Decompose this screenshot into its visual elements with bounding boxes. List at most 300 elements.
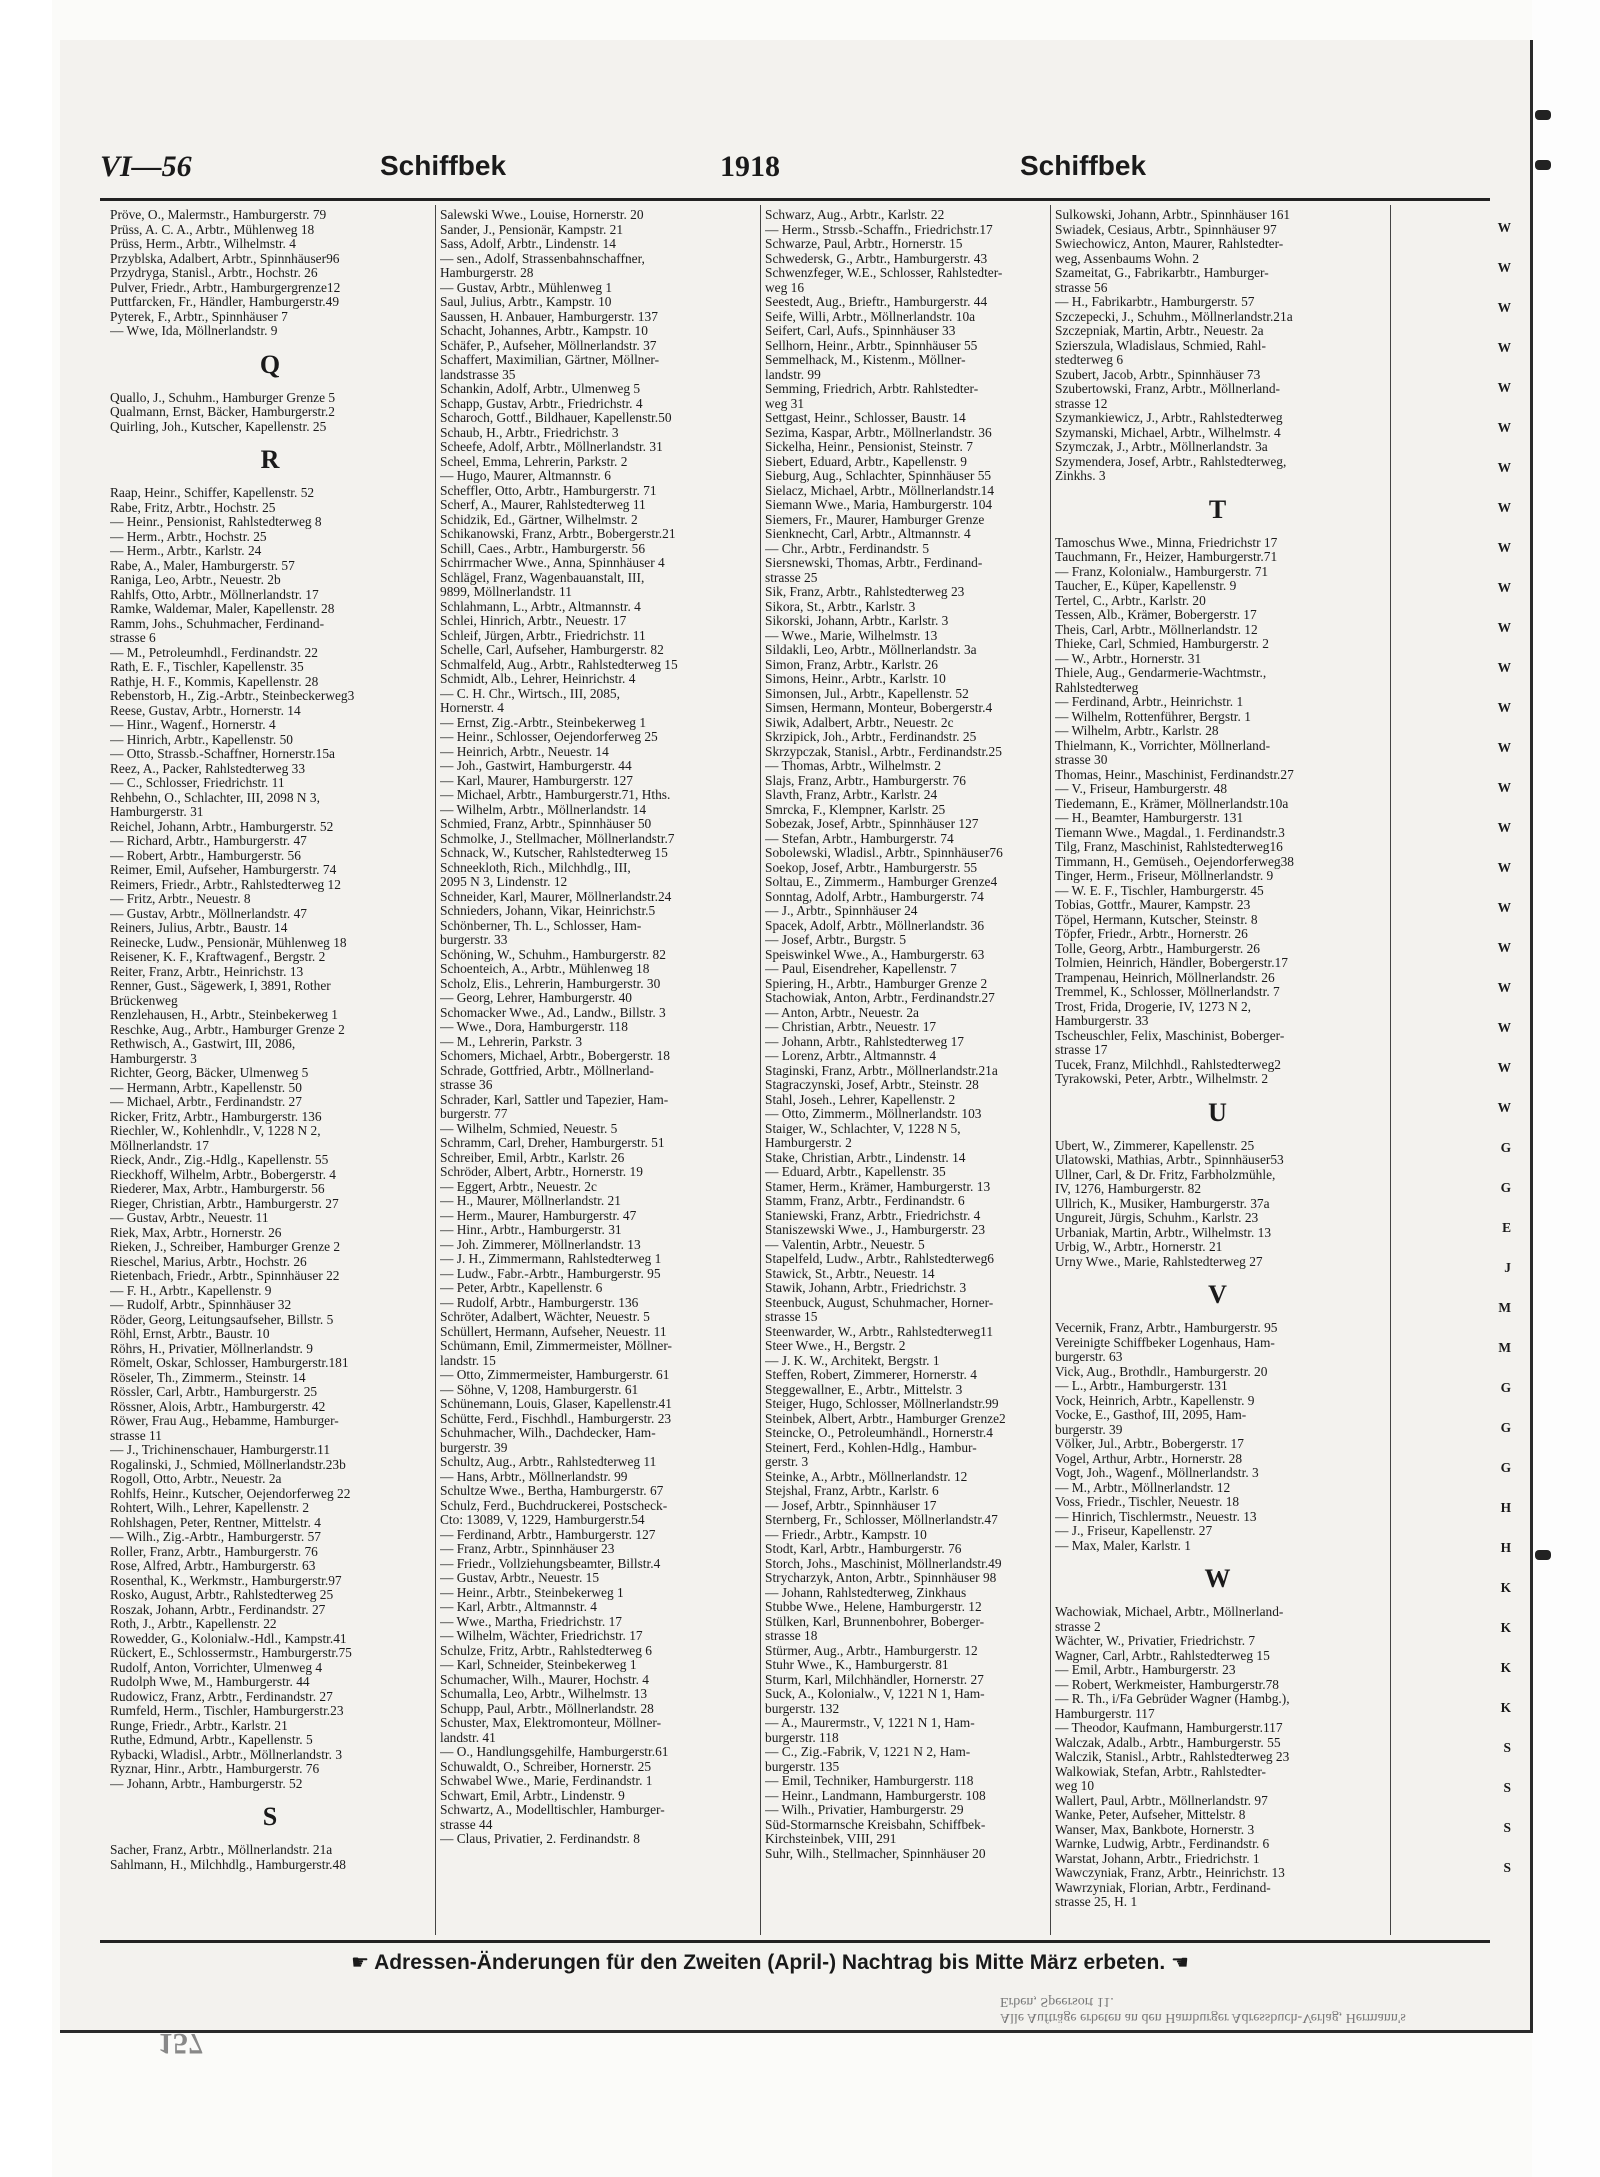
directory-entry: Wallert, Paul, Arbtr., Möllnerlandstr. 97 [1055, 1793, 1268, 1808]
directory-entry: Stamm, Franz, Arbtr., Ferdinandstr. 6 [765, 1194, 965, 1208]
directory-entry: Steer Wwe., H., Bergstr. 2 [765, 1339, 906, 1353]
directory-entry: Hamburgerstr. 3 [110, 1051, 197, 1066]
directory-entry: — J., Friseur, Kapellenstr. 27 [1055, 1524, 1213, 1538]
directory-entry: Quirling, Joh., Kutscher, Kapellenstr. 25 [110, 419, 327, 434]
directory-entry: Schlahmann, L., Arbtr., Altmannstr. 4 [440, 599, 641, 614]
directory-entry: Süd-Stormarnsche Kreisbahn, Schiffbek- [765, 1817, 986, 1832]
directory-entry: strasse 6 [110, 631, 156, 645]
directory-entry: — Wwe, Ida, Möllnerlandstr. 9 [110, 324, 278, 338]
directory-entry: Tauchmann, Fr., Heizer, Hamburgerstr.71 [1055, 550, 1278, 564]
directory-entry: — C. H. Chr., Wirtsch., III, 2085, [440, 686, 620, 701]
directory-entry: — Wilh., Zig.-Arbtr., Hamburgerstr. 57 [110, 1530, 321, 1544]
directory-entry: — R. Th., i/Fa Gebrüder Wagner (Hambg.), [1055, 1692, 1290, 1706]
directory-entry: Cto: 13089, V, 1229, Hamburgerstr.54 [440, 1513, 645, 1527]
directory-entry: Rahlfs, Otto, Arbtr., Möllnerlandstr. 17 [110, 587, 319, 602]
directory-entry: Staiger, W., Schlachter, V, 1228 N 5, [765, 1121, 961, 1136]
directory-entry: Hamburgerstr. 31 [110, 805, 204, 819]
directory-entry: — Ferdinand, Arbtr., Heinrichstr. 1 [1055, 695, 1244, 709]
directory-entry: Reisener, K. F., Kraftwagenf., Bergstr. 2 [110, 950, 326, 964]
footer-rule [100, 1940, 1490, 1943]
directory-entry: Rahlstedterweg [1055, 680, 1139, 695]
directory-entry: Rybacki, Wladisl., Arbtr., Möllnerlandstr. 3 [110, 1747, 343, 1762]
directory-entry: — Herm., Arbtr., Karlstr. 24 [110, 544, 262, 558]
directory-entry: Hamburgerstr. 28 [440, 266, 534, 280]
directory-entry: Stake, Christian, Arbtr., Lindenstr. 14 [765, 1150, 966, 1165]
directory-entry: Schirrmacher Wwe., Anna, Spinnhäuser 4 [440, 556, 665, 570]
directory-entry: Schaub, H., Arbtr., Friedrichstr. 3 [440, 425, 619, 440]
directory-entry: Schwenzfeger, W.E., Schlosser, Rahlstedter- [765, 266, 1003, 280]
directory-entry: Vecernik, Franz, Arbtr., Hamburgerstr. 95 [1055, 1321, 1278, 1335]
directory-entry: Vereinigte Schiffbeker Logenhaus, Ham- [1055, 1335, 1275, 1350]
directory-entry: — Wilhelm, Wächter, Friedrichstr. 17 [440, 1629, 643, 1643]
directory-entry: Schumacher, Wilh., Maurer, Hochstr. 4 [440, 1672, 649, 1687]
edge-letter: E [1502, 1220, 1511, 1235]
directory-entry: — Josef, Arbtr., Burgstr. 5 [765, 933, 907, 947]
directory-entry: landstrasse 35 [440, 367, 516, 382]
directory-entry: Ubert, W., Zimmerer, Kapellenstr. 25 [1055, 1138, 1255, 1153]
directory-entry: strasse 44 [440, 1817, 493, 1832]
directory-entry: — Johann, Arbtr., Rahlstedterweg 17 [765, 1034, 964, 1049]
directory-entry: strasse 25, H. 1 [1055, 1895, 1138, 1909]
directory-entry: — H., Maurer, Möllnerlandstr. 21 [440, 1194, 621, 1208]
directory-entry: Möllnerlandstr. 17 [110, 1138, 209, 1153]
directory-entry: Szymendera, Josef, Arbtr., Rahlstedterweg, [1055, 454, 1287, 469]
directory-entry: Tscheuschler, Felix, Maschinist, Boberger- [1055, 1028, 1285, 1043]
directory-entry: Szubertowski, Franz, Arbtr., Möllnerland- [1055, 382, 1280, 396]
edge-letter: M [1498, 1300, 1511, 1315]
directory-entry: Sobezak, Josef, Arbtr., Spinnhäuser 127 [765, 817, 979, 831]
edge-letter: K [1500, 1620, 1511, 1635]
directory-entry: Sacher, Franz, Arbtr., Möllnerlandstr. 21a [110, 1843, 333, 1857]
directory-entry: Walczak, Adalb., Arbtr., Hamburgerstr. 55 [1055, 1735, 1281, 1750]
scan-margin-right [1532, 0, 1600, 2177]
directory-entry: — Rudolf, Arbtr., Spinnhäuser 32 [110, 1298, 292, 1312]
directory-entry: Tolle, Georg, Arbtr., Hamburgerstr. 26 [1055, 941, 1260, 956]
directory-entry: Steffen, Robert, Zimmerer, Hornerstr. 4 [765, 1368, 977, 1382]
directory-entry: — Karl, Schneider, Steinbekerweg 1 [440, 1658, 637, 1672]
directory-entry: 9899, Möllnerlandstr. 11 [440, 585, 572, 599]
directory-entry: Tyrakowski, Peter, Arbtr., Wilhelmstr. 2 [1055, 1072, 1269, 1086]
directory-entry: — Robert, Werkmeister, Hamburgerstr.78 [1055, 1677, 1279, 1692]
directory-entry: Schupp, Paul, Arbtr., Möllnerlandstr. 28 [440, 1701, 654, 1716]
directory-entry: Schröder, Albert, Arbtr., Hornerstr. 19 [440, 1165, 643, 1179]
directory-entry: — H., Beamter, Hamburgerstr. 131 [1055, 811, 1244, 825]
directory-entry: Spiering, H., Arbtr., Hamburger Grenze 2 [765, 976, 988, 991]
directory-entry: Sickelha, Heinr., Pensionist, Steinstr. 7 [765, 440, 973, 454]
directory-entry: Settgast, Heinr., Schlosser, Baustr. 14 [765, 411, 966, 425]
directory-entry: — M., Petroleumhdl., Ferdinandstr. 22 [110, 645, 318, 660]
directory-entry: Schnack, W., Kutscher, Rahlstedterweg 15 [440, 846, 668, 860]
directory-entry: Rath, E. F., Tischler, Kapellenstr. 35 [110, 660, 304, 674]
edge-letter: W [1497, 620, 1511, 635]
directory-entry: Semmelhack, M., Kistenm., Möllner- [765, 353, 966, 367]
directory-entry: Schrader, Karl, Sattler und Tapezier, Ham- [440, 1092, 669, 1107]
directory-entry: Hamburgerstr. 33 [1055, 1014, 1149, 1028]
directory-entry: — Claus, Privatier, 2. Ferdinandstr. 8 [440, 1832, 640, 1846]
directory-entry: Rosenthal, K., Werkmstr., Hamburgerstr.97 [110, 1573, 342, 1588]
directory-entry: — Herm., Arbtr., Hochstr. 25 [110, 529, 267, 544]
directory-entry: Rieck, Andr., Zig.-Hdlg., Kapellenstr. 55 [110, 1153, 329, 1167]
directory-entry: Schultze Wwe., Bertha, Hamburgerstr. 67 [440, 1484, 664, 1498]
directory-entry: Hamburgerstr. 2 [765, 1136, 852, 1150]
directory-entry: Richter, Georg, Bäcker, Ulmenweg 5 [110, 1066, 309, 1080]
directory-entry: Schnieders, Johann, Vikar, Heinrichstr.5 [440, 904, 656, 918]
directory-entry: Simonsen, Jul., Arbtr., Kapellenstr. 52 [765, 686, 969, 701]
directory-entry: Schelle, Carl, Aufseher, Hamburgerstr. 82 [440, 643, 664, 657]
directory-entry: — Karl, Arbtr., Altmannstr. 4 [440, 1600, 597, 1614]
directory-entry: landstr. 99 [765, 367, 821, 382]
directory-entry: Schomers, Michael, Arbtr., Bobergerstr. 18 [440, 1049, 670, 1063]
directory-entry: Rabe, A., Maler, Hamburgerstr. 57 [110, 558, 295, 573]
directory-entry: Sander, J., Pensionär, Kampstr. 21 [440, 222, 624, 237]
directory-entry: — Herm., Strssb.-Schaffn., Friedrichstr.17 [765, 222, 993, 237]
directory-entry: Staginski, Franz, Arbtr., Möllnerlandstr.21a [765, 1063, 998, 1078]
directory-entry: Szczepniak, Martin, Arbtr., Neuestr. 2a [1055, 324, 1264, 338]
directory-entry: — Heinr., Arbtr., Steinbekerweg 1 [440, 1585, 624, 1600]
header-rule [100, 198, 1490, 201]
directory-entry: — Hinr., Arbtr., Hamburgerstr. 31 [440, 1223, 622, 1237]
directory-column-3 [765, 208, 1085, 1933]
directory-entry: Rudolf, Anton, Vorrichter, Ulmenweg 4 [110, 1660, 323, 1675]
directory-entry: Schönberner, Th. L., Schlosser, Ham- [440, 918, 642, 933]
edge-letter: W [1497, 220, 1511, 235]
directory-entry: Scheffler, Otto, Arbtr., Hamburgerstr. 71 [440, 483, 657, 498]
directory-entry: Saul, Julius, Arbtr., Kampstr. 10 [440, 295, 612, 309]
directory-entry: Thiele, Aug., Gendarmerie-Wachtmstr., [1055, 666, 1267, 680]
directory-entry: strasse 25 [765, 570, 818, 585]
directory-entry: Simsen, Hermann, Monteur, Bobergerstr.4 [765, 701, 993, 715]
binding-hole [1535, 160, 1551, 170]
directory-entry: Taucher, E., Küper, Kapellenstr. 9 [1055, 579, 1237, 593]
directory-entry: Schuhmacher, Wilh., Dachdecker, Ham- [440, 1426, 656, 1440]
directory-entry: — M., Arbtr., Möllnerlandstr. 12 [1055, 1480, 1231, 1495]
edge-letter: W [1497, 860, 1511, 875]
directory-entry: Ulatowski, Mathias, Arbtr., Spinnhäuser53 [1055, 1153, 1284, 1167]
directory-entry: Thieke, Carl, Schmied, Hamburgerstr. 2 [1055, 637, 1269, 651]
directory-entry: Stülken, Karl, Brunnenbohrer, Boberger- [765, 1614, 985, 1629]
bleed-through-page-number: 157 [158, 2027, 203, 2060]
directory-entry: Schwedersk, G., Arbtr., Hamburgerstr. 43 [765, 251, 988, 266]
directory-entry: Rosko, August, Arbtr., Rahlstedterweg 25 [110, 1588, 334, 1602]
directory-entry: Tilg, Franz, Maschinist, Rahlstedterweg16 [1055, 840, 1283, 854]
directory-entry: Warnke, Ludwig, Arbtr., Ferdinandstr. 6 [1055, 1837, 1270, 1851]
directory-entry: Sikorski, Johann, Arbtr., Karlstr. 3 [765, 614, 949, 628]
edge-letter: W [1497, 340, 1511, 355]
directory-entry: Schoenteich, A., Arbtr., Mühlenweg 18 [440, 962, 650, 976]
directory-entry: Schulz, Ferd., Buchdruckerei, Postscheck- [440, 1498, 668, 1513]
directory-entry: Sikora, St., Arbtr., Karlstr. 3 [765, 599, 916, 614]
directory-entry: Scheel, Emma, Lehrerin, Parkstr. 2 [440, 454, 628, 469]
footer-text: Adressen-Änderungen für den Zweiten (April-) Nachtrag bis Mitte März erbeten. [374, 1951, 1166, 1974]
directory-entry: Vogel, Arthur, Arbtr., Hornerstr. 28 [1055, 1451, 1243, 1466]
directory-entry: stedterweg 6 [1055, 353, 1124, 367]
directory-entry: — Michael, Arbtr., Ferdinandstr. 27 [110, 1095, 302, 1109]
directory-entry: Urbig, W., Arbtr., Hornerstr. 21 [1055, 1240, 1223, 1254]
place-name-left: Schiffbek [380, 150, 507, 181]
directory-entry: Schikanowski, Franz, Arbtr., Bobergerstr.21 [440, 527, 676, 541]
directory-entry: Stamer, Herm., Krämer, Hamburgerstr. 13 [765, 1179, 991, 1194]
directory-entry: Speiswinkel Wwe., A., Hamburgerstr. 63 [765, 947, 985, 962]
edge-letter: W [1497, 700, 1511, 715]
directory-entry: Pulver, Friedr., Arbtr., Hamburgergrenze12 [110, 280, 341, 295]
directory-entry: — Wilhelm, Arbtr., Möllnerlandstr. 14 [440, 802, 647, 817]
directory-entry: — Hermann, Arbtr., Kapellenstr. 50 [110, 1080, 302, 1095]
directory-entry: — Herm., Maurer, Hamburgerstr. 47 [440, 1208, 637, 1223]
directory-entry: — F. H., Arbtr., Kapellenstr. 9 [110, 1283, 272, 1298]
directory-entry: Röder, Georg, Leitungsaufseher, Billstr. 5 [110, 1312, 334, 1327]
directory-entry: Schmidt, Alb., Lehrer, Heinrichstr. 4 [440, 672, 636, 686]
directory-entry: — Ernst, Zig.-Arbtr., Steinbekerweg 1 [440, 715, 647, 730]
directory-entry: Stürmer, Aug., Arbtr., Hamburgerstr. 12 [765, 1643, 978, 1658]
directory-entry: — Franz, Arbtr., Spinnhäuser 23 [440, 1542, 615, 1556]
directory-entry: Völker, Jul., Arbtr., Bobergerstr. 17 [1055, 1437, 1244, 1451]
directory-entry: Schapp, Gustav, Arbtr., Friedrichstr. 4 [440, 396, 643, 411]
directory-column-4 [1055, 208, 1380, 1933]
column-divider [760, 205, 761, 1935]
edge-letter: W [1497, 1020, 1511, 1035]
directory-entry: Schmolke, J., Stellmacher, Möllnerlandstr.7 [440, 831, 675, 846]
directory-entry: Rössler, Carl, Arbtr., Hamburgerstr. 25 [110, 1385, 318, 1399]
directory-entry: — Karl, Maurer, Hamburgerstr. 127 [440, 773, 633, 788]
directory-entry: Sahlmann, H., Milchhdlg., Hamburgerstr.48 [110, 1857, 346, 1872]
directory-entry: Rohlfs, Heinr., Kutscher, Oejendorferweg 22 [110, 1486, 351, 1501]
directory-entry: — Ferdinand, Arbtr., Hamburgerstr. 127 [440, 1527, 656, 1542]
directory-entry: Hornerstr. 4 [440, 701, 504, 715]
directory-entry: Schill, Caes., Arbtr., Hamburgerstr. 56 [440, 541, 646, 556]
directory-entry: — Christian, Arbtr., Neuestr. 17 [765, 1020, 937, 1034]
directory-entry: — Wwe., Marie, Wilhelmstr. 13 [765, 628, 938, 643]
directory-entry: Wawrzyniak, Florian, Arbtr., Ferdinand- [1055, 1880, 1271, 1895]
edge-letter: K [1500, 1580, 1511, 1595]
edge-letter: W [1497, 300, 1511, 315]
directory-entry: burgerstr. 39 [1055, 1422, 1123, 1437]
directory-entry: — Georg, Lehrer, Hamburgerstr. 40 [440, 991, 632, 1005]
directory-entry: Rose, Alfred, Arbtr., Hamburgerstr. 63 [110, 1559, 316, 1573]
directory-entry: Reschke, Aug., Arbtr., Hamburger Grenze 2 [110, 1022, 345, 1037]
directory-entry: — Johann, Rahlstedterweg, Zinkhaus [765, 1585, 967, 1600]
directory-entry: Steinke, A., Arbtr., Möllnerlandstr. 12 [765, 1469, 968, 1484]
directory-entry: — Johann, Arbtr., Hamburgerstr. 52 [110, 1776, 303, 1791]
directory-entry: Sternberg, Fr., Schlosser, Möllnerlandstr.47 [765, 1513, 998, 1527]
directory-entry: Swiechowicz, Anton, Maurer, Rahlstedter- [1055, 237, 1284, 251]
directory-entry: Storch, Johs., Maschinist, Möllnerlandstr.49 [765, 1556, 1002, 1571]
directory-entry: Ruthe, Edmund, Arbtr., Kapellenstr. 5 [110, 1733, 313, 1747]
edge-letter: W [1497, 740, 1511, 755]
directory-entry: Sezima, Kaspar, Arbtr., Möllnerlandstr. 36 [765, 425, 992, 440]
directory-entry: Sielacz, Michael, Arbtr., Möllnerlandstr.14 [765, 483, 995, 498]
directory-entry: Spacek, Adolf, Arbtr., Möllnerlandstr. 36 [765, 918, 985, 933]
directory-entry: Prüss, Herm., Arbtr., Wilhelmstr. 4 [110, 237, 296, 251]
directory-entry: Stapelfeld, Ludw., Arbtr., Rahlstedterweg6 [765, 1252, 994, 1266]
directory-entry: — Hans, Arbtr., Möllnerlandstr. 99 [440, 1469, 628, 1484]
directory-entry: — Hinr., Wagenf., Hornerstr. 4 [110, 718, 276, 732]
directory-entry: Schümann, Emil, Zimmermeister, Möllner- [440, 1339, 672, 1353]
directory-entry: — Michael, Arbtr., Hamburgerstr.71, Hths. [440, 788, 671, 802]
directory-entry: Steincke, O., Petroleumhändl., Hornerstr.4 [765, 1426, 993, 1440]
directory-entry: Stawik, Johann, Arbtr., Friedrichstr. 3 [765, 1281, 967, 1295]
directory-entry: Schuster, Max, Elektromonteur, Möllner- [440, 1716, 662, 1730]
directory-entry: — C., Schlosser, Friedrichstr. 11 [110, 776, 285, 790]
directory-entry: Stejshal, Franz, Arbtr., Karlstr. 6 [765, 1484, 939, 1498]
directory-entry: — L., Arbtr., Hamburgerstr. 131 [1055, 1379, 1228, 1393]
directory-entry: — Eggert, Arbtr., Neuestr. 2c [440, 1179, 597, 1194]
directory-entry: Roller, Franz, Arbtr., Hamburgerstr. 76 [110, 1544, 318, 1559]
directory-entry: Pröve, O., Malermstr., Hamburgerstr. 79 [110, 208, 327, 222]
directory-entry: Suhr, Wilh., Stellmacher, Spinnhäuser 20 [765, 1846, 986, 1861]
directory-entry: Semming, Friedrich, Arbtr. Rahlstedter- [765, 382, 979, 396]
directory-entry: Pyterek, F., Arbtr., Spinnhäuser 7 [110, 309, 288, 324]
directory-entry: Ramke, Waldemar, Maler, Kapellenstr. 28 [110, 602, 335, 616]
directory-entry: Röhrs, H., Privatier, Möllnerlandstr. 9 [110, 1341, 313, 1356]
section-letter: S [262, 1802, 278, 1831]
directory-entry: Slajs, Franz, Arbtr., Hamburgerstr. 76 [765, 773, 966, 788]
directory-entry: Rogalinski, J., Schmied, Möllnerlandstr.23b [110, 1457, 346, 1472]
directory-entry: Steinert, Ferd., Kohlen-Hdlg., Hambur- [765, 1440, 977, 1455]
directory-entry: Wanser, Max, Bankbote, Hornerstr. 3 [1055, 1822, 1255, 1837]
directory-entry: Siemers, Fr., Maurer, Hamburger Grenze [765, 512, 985, 527]
directory-entry: Steinbek, Albert, Arbtr., Hamburger Grenze2 [765, 1411, 1006, 1426]
bleed-through-text: Alle Aufträge erbeten an den Hamburger Adressbuch-Verlag, Hermann's Erben, Speersort 11. [1000, 1994, 1406, 2025]
directory-entry: Siersnewski, Thomas, Arbtr., Ferdinand- [765, 556, 983, 570]
directory-entry: — Wilhelm, Schmied, Neuestr. 5 [440, 1121, 618, 1136]
edge-letter: K [1500, 1700, 1511, 1715]
directory-entry: Puttfarcken, Fr., Händler, Hamburgerstr.49 [110, 295, 340, 309]
directory-entry: — O., Handlungsgehilfe, Hamburgerstr.61 [440, 1745, 669, 1759]
edge-letter: W [1497, 980, 1511, 995]
directory-entry: Rieckhoff, Wilhelm, Arbtr., Bobergerstr. 4 [110, 1167, 336, 1182]
directory-entry: Steggewallner, E., Arbtr., Mittelstr. 3 [765, 1382, 963, 1397]
directory-entry: Siemann Wwe., Maria, Hamburgerstr. 104 [765, 498, 993, 512]
directory-entry: Simons, Heinr., Arbtr., Karlstr. 10 [765, 672, 946, 686]
directory-entry: Staniewski, Franz, Arbtr., Friedrichstr. 4 [765, 1208, 981, 1223]
edge-letter: H [1500, 1500, 1511, 1515]
directory-entry: — Joh. Zimmerer, Möllnerlandstr. 13 [440, 1237, 641, 1252]
directory-entry: Staniszewski Wwe., J., Hamburgerstr. 23 [765, 1223, 986, 1237]
directory-entry: Szubert, Jacob, Arbtr., Spinnhäuser 73 [1055, 367, 1261, 382]
directory-entry: Siwik, Adalbert, Arbtr., Neuestr. 2c [765, 715, 954, 730]
directory-entry: Sellhorn, Heinr., Arbtr., Spinnhäuser 55 [765, 338, 978, 353]
directory-entry: Rohlshagen, Peter, Rentner, Mittelstr. 4 [110, 1515, 321, 1530]
directory-entry: Stubbe Wwe., Helene, Hamburgerstr. 12 [765, 1600, 982, 1614]
directory-entry: Schwabel Wwe., Marie, Ferdinandstr. 1 [440, 1774, 653, 1788]
directory-entry: Schmalfeld, Aug., Arbtr., Rahlstedterweg 15 [440, 657, 678, 672]
directory-entry: Rowedder, G., Kolonialw.-Hdl., Kampstr.41 [110, 1631, 347, 1646]
edge-letter: W [1497, 1100, 1511, 1115]
directory-entry: Reinecke, Ludw., Pensionär, Mühlenweg 18 [110, 935, 347, 950]
directory-entry: Rehbehn, O., Schlachter, III, 2098 N 3, [110, 790, 320, 805]
directory-entry: Vock, Heinrich, Arbtr., Kapellenstr. 9 [1055, 1393, 1255, 1408]
directory-entry: Stachowiak, Anton, Arbtr., Ferdinandstr.27 [765, 991, 995, 1005]
directory-entry: Rudolph Wwe, M., Hamburgerstr. 44 [110, 1675, 310, 1689]
directory-entry: Wachowiak, Michael, Arbtr., Möllnerland- [1055, 1605, 1284, 1619]
directory-entry: Tamoschus Wwe., Minna, Friedrichstr 17 [1055, 535, 1278, 550]
edge-letter: W [1497, 780, 1511, 795]
directory-entry: Seife, Willi, Arbtr., Möllnerlandstr. 10a [765, 309, 976, 324]
directory-entry: Schwart, Emil, Arbtr., Lindenstr. 9 [440, 1788, 625, 1803]
directory-entry: Smrcka, F., Klempner, Karlstr. 25 [765, 802, 946, 817]
directory-entry: Przydryga, Stanisl., Arbtr., Hochstr. 26 [110, 266, 318, 280]
directory-entry: Schwarze, Paul, Arbtr., Hornerstr. 15 [765, 237, 963, 251]
directory-entry: — Otto, Strassb.-Schaffner, Hornerstr.15a [110, 747, 335, 761]
directory-entry: — Joh., Gastwirt, Hamburgerstr. 44 [440, 759, 632, 773]
directory-entry: Scholz, Elis., Lehrerin, Hamburgerstr. 30 [440, 976, 661, 991]
directory-entry: Zinkhs. 3 [1055, 469, 1106, 483]
directory-entry: Schäfer, P., Aufseher, Möllnerlandstr. 37 [440, 338, 657, 353]
directory-entry: Rohtert, Wilh., Lehrer, Kapellenstr. 2 [110, 1501, 310, 1515]
directory-entry: — Emil, Arbtr., Hamburgerstr. 23 [1055, 1663, 1236, 1677]
directory-entry: Saussen, H. Anbauer, Hamburgerstr. 137 [440, 309, 658, 324]
directory-entry: — sen., Adolf, Strassenbahnschaffner, [440, 251, 645, 266]
directory-entry: Urbaniak, Martin, Arbtr., Wilhelmstr. 13 [1055, 1225, 1272, 1240]
directory-entry: — Heinr., Pensionist, Rahlstedterweg 8 [110, 515, 322, 529]
directory-entry: Szymanski, Michael, Arbtr., Wilhelmstr. 4 [1055, 425, 1281, 440]
directory-entry: — Gustav, Arbtr., Neuestr. 11 [110, 1211, 269, 1225]
directory-entry: Ullner, Carl, & Dr. Fritz, Farbholzmühle, [1055, 1167, 1276, 1182]
directory-entry: — Wilh., Privatier, Hamburgerstr. 29 [765, 1803, 964, 1817]
directory-entry: Sildakli, Leo, Arbtr., Möllnerlandstr. 3a [765, 643, 977, 657]
directory-entry: Rethwisch, A., Gastwirt, III, 2086, [110, 1037, 296, 1051]
directory-entry: — W., Arbtr., Hornerstr. 31 [1055, 651, 1202, 666]
section-letter: Q [259, 349, 281, 379]
directory-entry: — Hinrich, Tischlermstr., Neuestr. 13 [1055, 1509, 1257, 1524]
directory-entry: Schultz, Aug., Arbtr., Rahlstedterweg 11 [440, 1455, 657, 1469]
page-reference: VI—56 [100, 150, 192, 183]
directory-entry: — Heinr., Landmann, Hamburgerstr. 108 [765, 1788, 986, 1803]
directory-entry: — Josef, Arbtr., Spinnhäuser 17 [765, 1498, 937, 1513]
directory-entry: Trost, Frida, Drogerie, IV, 1273 N 2, [1055, 999, 1252, 1014]
directory-entry: Riederer, Max, Arbtr., Hamburgerstr. 56 [110, 1182, 325, 1196]
directory-entry: Roth, J., Arbtr., Kapellenstr. 22 [110, 1617, 277, 1631]
directory-entry: Rumfeld, Herm., Tischler, Hamburgerstr.23 [110, 1704, 344, 1718]
directory-entry: — Heinrich, Arbtr., Neuestr. 14 [440, 744, 609, 759]
edge-letter: J [1504, 1260, 1511, 1275]
edge-letter: W [1497, 420, 1511, 435]
directory-entry: strasse 15 [765, 1310, 818, 1324]
directory-entry: — Emil, Techniker, Hamburgerstr. 118 [765, 1774, 974, 1788]
column-divider [435, 205, 436, 1935]
directory-entry: weg, Assenbaums Wohn. 2 [1055, 251, 1200, 266]
directory-entry: — Anton, Arbtr., Neuestr. 2a [765, 1005, 919, 1020]
directory-entry: Stuhr Wwe., K., Hamburgerstr. 81 [765, 1658, 949, 1672]
directory-entry: Rössner, Alois, Arbtr., Hamburgerstr. 42 [110, 1399, 326, 1414]
directory-entry: Scheefe, Adolf, Arbtr., Möllnerlandstr. 31 [440, 440, 663, 454]
directory-entry: Tertel, C., Arbtr., Karlstr. 20 [1055, 593, 1206, 608]
directory-entry: Rogoll, Otto, Arbtr., Neuestr. 2a [110, 1472, 282, 1486]
directory-entry: — C., Zig.-Fabrik, V, 1221 N 2, Ham- [765, 1745, 971, 1759]
directory-entry: — J., Arbtr., Spinnhäuser 24 [765, 904, 918, 918]
directory-entry: landstr. 41 [440, 1730, 496, 1745]
directory-entry: strasse 56 [1055, 280, 1108, 295]
edge-letter: G [1500, 1460, 1511, 1475]
directory-entry: 2095 N 3, Lindenstr. 12 [440, 875, 568, 889]
directory-entry: — V., Friseur, Hamburgerstr. 48 [1055, 782, 1228, 796]
directory-entry: Sass, Adolf, Arbtr., Lindenstr. 14 [440, 237, 616, 251]
directory-entry: Schütte, Ferd., Fischhdl., Hamburgerstr. 23 [440, 1411, 672, 1426]
directory-entry: strasse 18 [765, 1629, 818, 1643]
directory-entry: Römelt, Oskar, Schlosser, Hamburgerstr.181 [110, 1356, 349, 1370]
edge-letter: S [1503, 1740, 1511, 1755]
directory-entry: Theis, Carl, Arbtr., Möllnerlandstr. 12 [1055, 622, 1258, 637]
directory-entry: Schumalla, Leo, Arbtr., Wilhelmstr. 13 [440, 1687, 648, 1701]
directory-entry: weg 16 [765, 280, 805, 295]
directory-entry: Rückert, E., Schlossermstr., Hamburgerstr.75 [110, 1646, 352, 1660]
directory-entry: Szymczak, J., Arbtr., Möllnerlandstr. 3a [1055, 440, 1268, 454]
directory-entry: — Ludw., Fabr.-Arbtr., Hamburgerstr. 95 [440, 1266, 661, 1281]
directory-entry: strasse 30 [1055, 753, 1108, 767]
directory-entry: — Wwe., Dora, Hamburgerstr. 118 [440, 1020, 628, 1034]
directory-entry: Schuwaldt, O., Schreiber, Hornerstr. 25 [440, 1759, 652, 1774]
directory-entry: Brückenweg [110, 993, 178, 1008]
